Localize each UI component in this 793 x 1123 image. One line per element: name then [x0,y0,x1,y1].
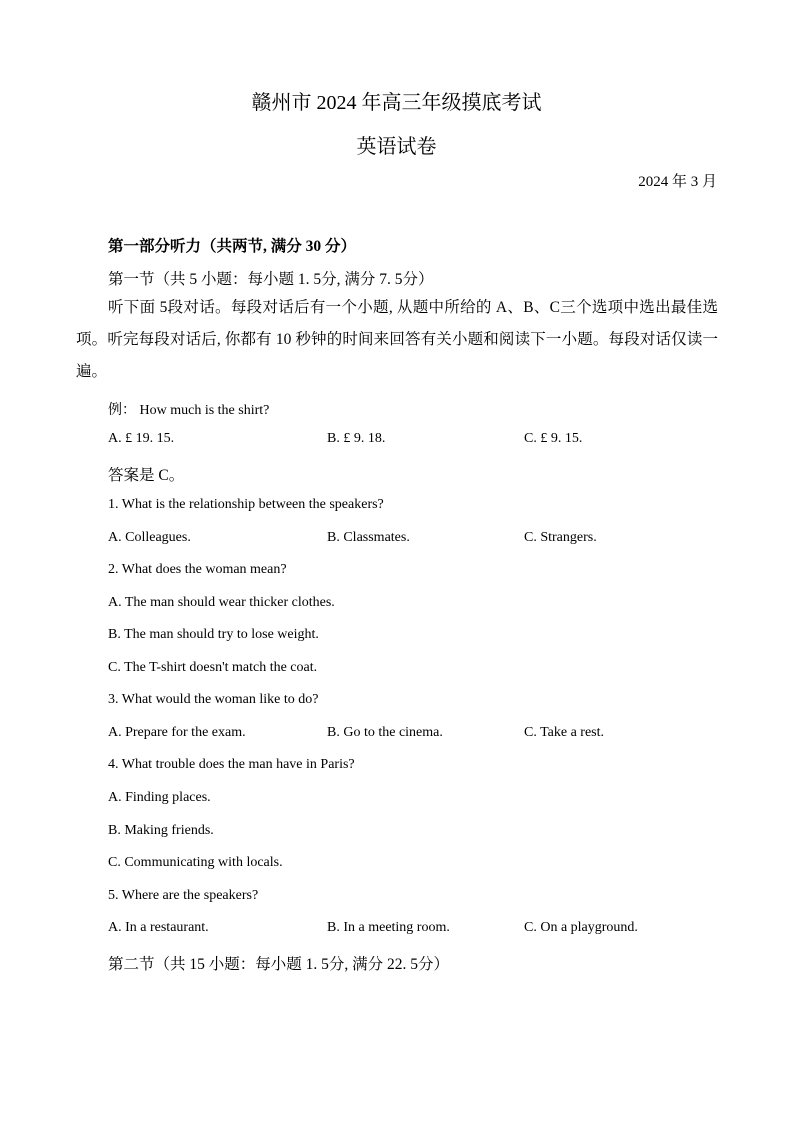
instructions: 听下面 5段对话。每段对话后有一个小题, 从题中所给的 A、B、C三个选项中选出最佳选项。听完每段对话后, 你都有 10 秒钟的时间来回答有关小题和阅读下一小题。每段对话仅读一遍。 [76,299,718,380]
example-answer: 答案是 C。 [108,467,185,484]
q2-option-b: B. The man should try to lose weight. [108,627,319,642]
question-3: 3. What would the woman like to do? [108,692,319,707]
question-5: 5. Where are the speakers? [108,888,259,903]
q5-option-a: A. In a restaurant. [108,920,209,935]
exam-title: 赣州市 2024 年高三年级摸底考试 [251,92,542,114]
q3-option-a: A. Prepare for the exam. [108,725,246,740]
example-question: 例： How much is the shirt? [108,403,270,418]
exam-subtitle: 英语试卷 [356,136,437,158]
example-option-a: A. £ 19. 15. [108,431,175,446]
exam-date: 2024 年 3 月 [638,174,717,190]
q4-option-b: B. Making friends. [108,823,214,838]
q5-option-c: C. On a playground. [524,920,638,935]
q3-option-c: C. Take a rest. [524,725,605,740]
question-2: 2. What does the woman mean? [108,562,287,577]
q2-option-a: A. The man should wear thicker clothes. [108,595,335,610]
q3-option-b: B. Go to the cinema. [327,725,443,740]
q2-option-c: C. The T-shirt doesn't match the coat. [108,660,318,675]
question-4: 4. What trouble does the man have in Paris? [108,757,355,772]
section2-heading: 第二节（共 15 小题：每小题 1. 5分, 满分 22. 5分） [108,956,450,973]
q1-option-b: B. Classmates. [327,530,410,545]
q5-option-b: B. In a meeting room. [327,920,450,935]
q1-option-c: C. Strangers. [524,530,597,545]
section1-heading: 第一节（共 5 小题：每小题 1. 5分, 满分 7. 5分） [108,271,434,288]
q4-option-a: A. Finding places. [108,790,211,805]
q1-option-a: A. Colleagues. [108,530,191,545]
example-option-c: C. £ 9. 15. [524,431,583,446]
example-option-b: B. £ 9. 18. [327,431,386,446]
part1-heading: 第一部分听力（共两节, 满分 30 分） [108,238,357,255]
question-1: 1. What is the relationship between the speakers? [108,497,384,512]
q4-option-c: C. Communicating with locals. [108,855,283,870]
